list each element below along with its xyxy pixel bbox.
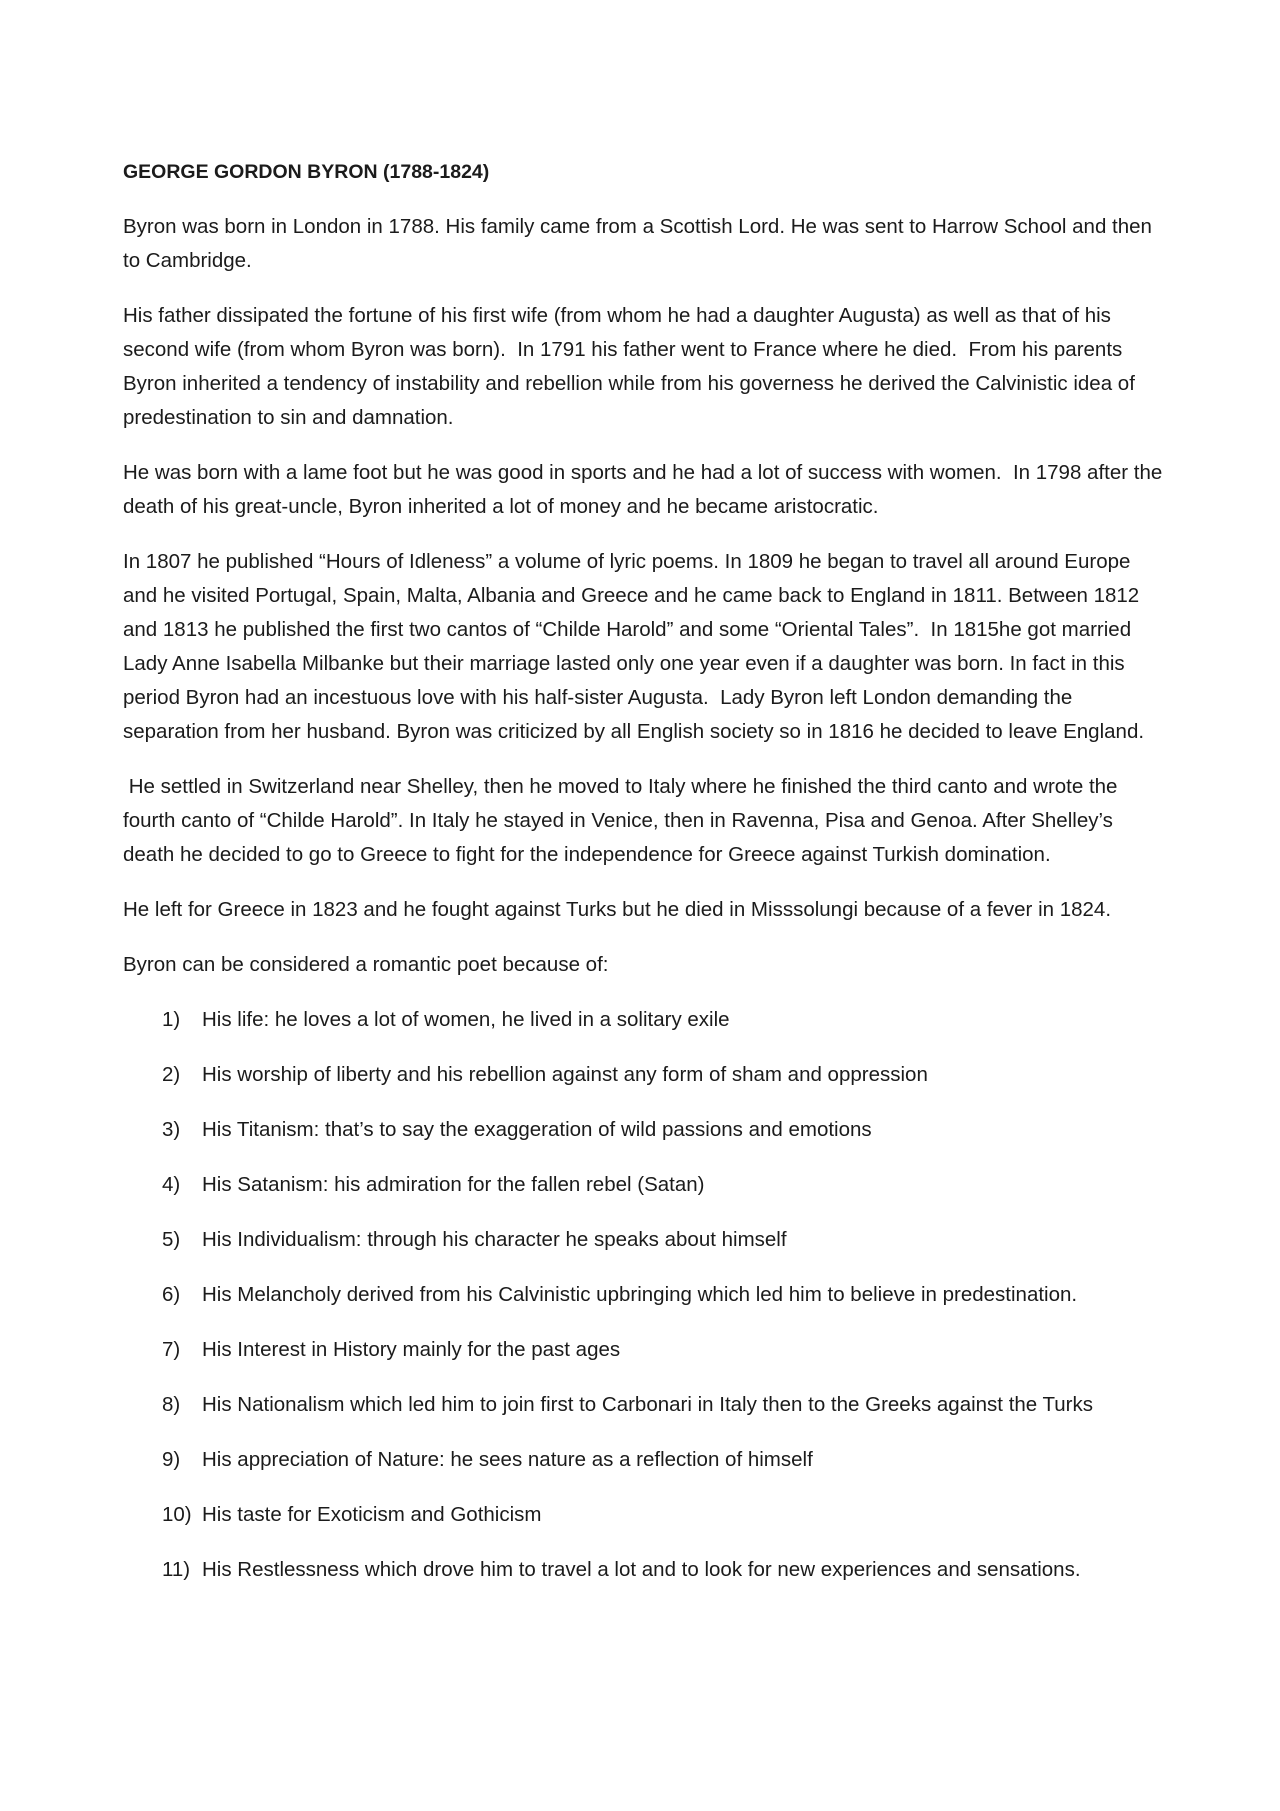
list-text: His taste for Exoticism and Gothicism <box>202 1503 542 1526</box>
list-number: 9) <box>162 1448 181 1471</box>
document-body <box>123 155 1168 1608</box>
paragraph-exile: He settled in Switzerland near Shelley, then he moved to Italy where he finished the third canto and wrote the fourth canto of “Childe Harold”. In Italy he stayed in Venice, then in Ravenna, Pisa and Genoa. After Shelley’s death he decided to go to Greece to fight for the independence for Greece against Turkish domination. <box>123 775 1124 866</box>
paragraph-death: He left for Greece in 1823 and he fought against Turks but he died in Misssolungi because of a fever in 1824. <box>123 898 1112 921</box>
romantic-traits-list <box>123 1003 1163 1587</box>
list-item <box>123 1278 1163 1312</box>
paragraph-list-intro: Byron can be considered a romantic poet because of: <box>123 953 609 976</box>
list-text: His Titanism: that’s to say the exaggeration of wild passions and emotions <box>202 1118 872 1141</box>
list-number: 1) <box>162 1008 181 1031</box>
paragraph-travels-marriage: In 1807 he published “Hours of Idleness” a volume of lyric poems. In 1809 he began to travel all around Europe and he visited Portugal, Spain, Malta, Albania and Greece and he came back to England in 1811. Between 1812 and 1813 he published the first two cantos of “Childe Harold” and some “Oriental Tales”. In 1815he got married Lady Anne Isabella Milbanke but their marriage lasted only one year even if a daughter was born. In fact in this period Byron had an incestuous love with his half-sister Augusta. Lady Byron left London demanding the separation from her husband. Byron was criticized by all English society so in 1816 he decided to leave England. <box>123 550 1145 743</box>
list-item <box>123 1223 1163 1257</box>
list-item <box>123 1553 1163 1587</box>
list-text: His appreciation of Nature: he sees nature as a reflection of himself <box>202 1448 813 1471</box>
list-item <box>123 1058 1163 1092</box>
list-item <box>123 1443 1163 1477</box>
list-number: 4) <box>162 1173 181 1196</box>
list-text: His worship of liberty and his rebellion against any form of sham and oppression <box>202 1063 928 1086</box>
list-number: 2) <box>162 1063 181 1086</box>
list-number: 11) <box>162 1558 191 1581</box>
list-text: His life: he loves a lot of women, he lived in a solitary exile <box>202 1008 730 1031</box>
list-item <box>123 1003 1163 1037</box>
document-title: GEORGE GORDON BYRON (1788-1824) <box>123 161 490 183</box>
list-text: His Interest in History mainly for the past ages <box>202 1338 621 1361</box>
paragraph-youth: He was born with a lame foot but he was good in sports and he had a lot of success with women. In 1798 after the death of his great-uncle, Byron inherited a lot of money and he became aristocratic. <box>123 461 1168 518</box>
list-text: His Melancholy derived from his Calvinistic upbringing which led him to believe in predestination. <box>202 1283 1078 1306</box>
list-item <box>123 1498 1163 1532</box>
paragraph-birth: Byron was born in London in 1788. His family came from a Scottish Lord. He was sent to Harrow School and then to Cambridge. <box>123 215 1158 272</box>
list-number: 6) <box>162 1283 181 1306</box>
list-number: 7) <box>162 1338 181 1361</box>
paragraph-family: His father dissipated the fortune of his first wife (from whom he had a daughter Augusta) as well as that of his second wife (from whom Byron was born). In 1791 his father went to France where he died. From his parents Byron inherited a tendency of instability and rebellion while from his governess he derived the Calvinistic idea of predestination to sin and damnation. <box>123 304 1141 429</box>
list-item <box>123 1168 1163 1202</box>
list-item <box>123 1113 1163 1147</box>
list-text: His Individualism: through his character he speaks about himself <box>202 1228 787 1251</box>
list-text: His Restlessness which drove him to travel a lot and to look for new experiences and sensations. <box>202 1558 1081 1581</box>
list-number: 5) <box>162 1228 181 1251</box>
list-number: 8) <box>162 1393 181 1416</box>
list-number: 10) <box>162 1503 192 1526</box>
list-number: 3) <box>162 1118 181 1141</box>
list-text: His Satanism: his admiration for the fallen rebel (Satan) <box>202 1173 705 1196</box>
list-item <box>123 1388 1163 1422</box>
list-text: His Nationalism which led him to join first to Carbonari in Italy then to the Greeks against the Turks <box>202 1393 1094 1416</box>
list-item <box>123 1333 1163 1367</box>
